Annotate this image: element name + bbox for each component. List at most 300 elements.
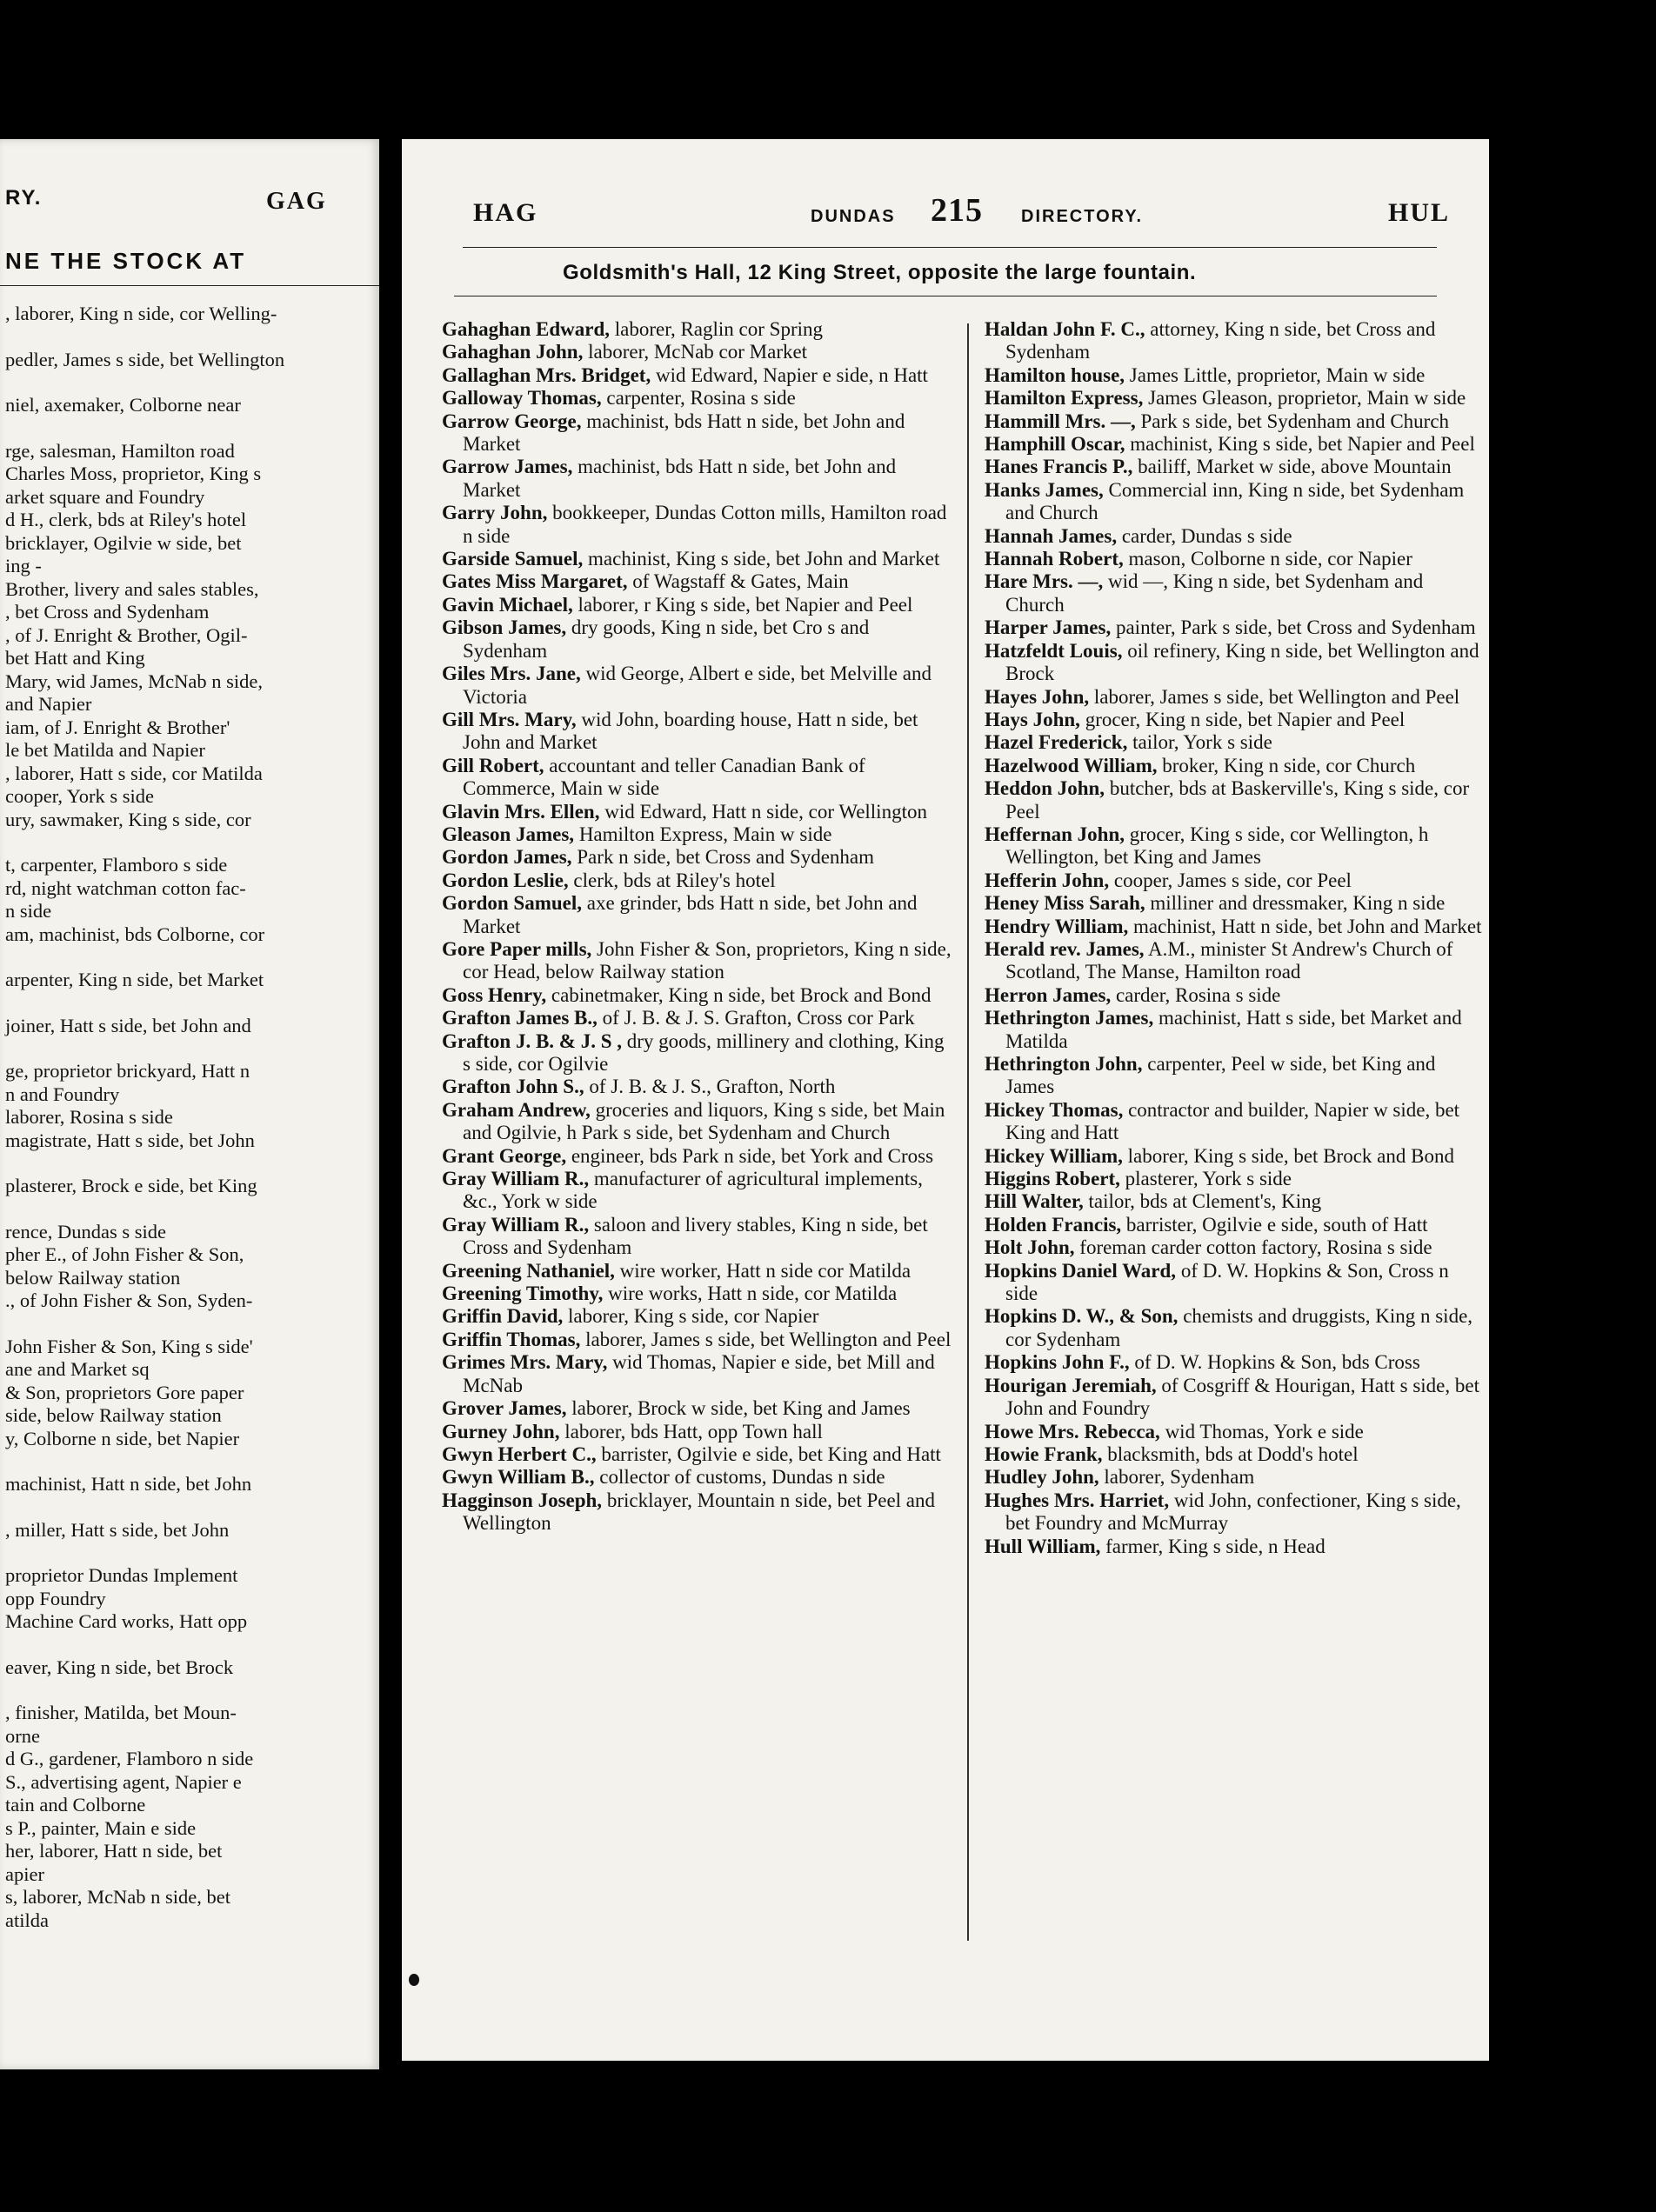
page-blot — [409, 1974, 419, 1986]
entry-name: Howie Frank, — [985, 1442, 1103, 1465]
entry-details: machinist, King s side, bet John and Market — [583, 548, 940, 570]
entry-details: James Little, proprietor, Main w side — [1125, 363, 1426, 386]
entry-details: machinist, Hatt n side, bet John and Market — [1128, 915, 1482, 937]
left-page-line: eaver, King n side, bet Brock — [5, 1656, 234, 1678]
entry-details: laborer, James s side, bet Wellington and Peel — [1089, 685, 1460, 708]
directory-entry — [985, 525, 1482, 548]
entry-name: Goss Henry, — [442, 983, 547, 1006]
entry-name: Hazelwood William, — [985, 754, 1158, 776]
entry-details: wire worker, Hatt n side cor Matilda — [614, 1259, 911, 1282]
directory-entry — [985, 1168, 1482, 1190]
left-page-line: arpenter, King n side, bet Market — [5, 969, 264, 990]
directory-entry — [442, 1099, 953, 1145]
directory-entry — [442, 548, 953, 570]
town-name: DUNDAS — [811, 207, 896, 226]
entry-name: Gordon Samuel, — [442, 892, 583, 915]
entry-details: broker, King n side, cor Church — [1157, 754, 1416, 776]
header-rule — [463, 247, 1437, 248]
column-divider — [967, 323, 969, 1941]
entry-name: Holt John, — [985, 1236, 1075, 1259]
left-page-gap — [5, 1313, 371, 1336]
entry-details: of D. W. Hopkins & Son, bds Cross — [1129, 1351, 1420, 1374]
entry-details: laborer, King s side, bet Brock and Bond — [1122, 1144, 1454, 1167]
entry-details: laborer, James s side, bet Wellington and Peel — [580, 1328, 952, 1350]
directory-entry — [442, 502, 953, 548]
entry-name: Hammill Mrs. —, — [985, 410, 1136, 432]
advert-line: Goldsmith's Hall, 12 King Street, opposite the large fountain. — [563, 261, 1197, 284]
directory-entry — [442, 1397, 953, 1420]
directory-entry — [985, 616, 1482, 639]
entry-details: A.M., minister St Andrew's Church of Scotland, The Manse, Hamilton road — [1005, 937, 1453, 983]
left-page-line: ge, proprietor brickyard, Hatt n — [5, 1060, 250, 1082]
entry-name: Giles Mrs. Jane, — [442, 663, 581, 685]
entry-name: Hanks James, — [985, 478, 1104, 501]
entry-details: painter, Park s side, bet Cross and Sydenham — [1111, 616, 1476, 639]
entry-details: barrister, Ogilvie e side, south of Hatt — [1121, 1213, 1428, 1236]
directory-entry — [985, 938, 1482, 984]
left-page-line: bet Hatt and King — [5, 647, 145, 669]
directory-entry — [985, 1053, 1482, 1099]
directory-entry — [985, 823, 1482, 869]
directory-entry — [985, 1351, 1482, 1374]
entry-name: Glavin Mrs. Ellen, — [442, 800, 600, 823]
left-page-line: machinist, Hatt n side, bet John — [5, 1473, 252, 1495]
entry-details: wid Edward, Napier e side, n Hatt — [651, 363, 928, 386]
directory-entry — [442, 364, 953, 387]
left-page-line: , laborer, Hatt s side, cor Matilda — [5, 762, 263, 784]
entry-details: wid George, Albert e side, bet Melville and Victoria — [463, 663, 932, 708]
left-page-gap — [5, 1542, 371, 1564]
guide-word-right: HUL — [1388, 198, 1451, 227]
left-page-line: laborer, Rosina s side — [5, 1106, 173, 1128]
entry-name: Hudley John, — [985, 1466, 1099, 1489]
left-page-gap — [5, 831, 371, 854]
entry-details: manufacturer of agricultural implements, &c., York w side — [463, 1168, 923, 1213]
left-page-line: & Son, proprietors Gore paper — [5, 1381, 244, 1403]
left-page-line: , bet Cross and Sydenham — [5, 601, 210, 623]
directory-label: DIRECTORY. — [1021, 207, 1144, 226]
entry-details: attorney, King n side, bet Cross and Sydenham — [1005, 318, 1436, 363]
entry-details: Park n side, bet Cross and Sydenham — [571, 846, 875, 869]
left-page-line: niel, axemaker, Colborne near — [5, 394, 241, 416]
left-page-line: atilda — [5, 1909, 49, 1931]
left-page-gap — [5, 1450, 371, 1473]
directory-entry — [985, 777, 1482, 823]
directory-entry — [985, 984, 1482, 1007]
page-number: 215 — [931, 192, 983, 229]
entry-details: wid John, confectioner, King s side, bet Foundry and McMurray — [1005, 1489, 1461, 1535]
entry-details: of Cosgriff & Hourigan, Hatt s side, bet John and Foundry — [1005, 1374, 1479, 1420]
left-page — [0, 139, 379, 2069]
left-page-line: , laborer, King n side, cor Welling- — [5, 303, 277, 324]
entry-name: Hourigan Jeremiah, — [985, 1374, 1157, 1396]
entry-name: Hanes Francis P., — [985, 456, 1133, 478]
directory-entry — [442, 616, 953, 663]
entry-name: Howe Mrs. Rebecca, — [985, 1420, 1160, 1442]
entry-details: machinist, bds Hatt n side, bet John and Market — [463, 456, 897, 501]
entry-details: contractor and builder, Napier w side, bet King and Hatt — [1005, 1098, 1460, 1144]
directory-entry — [985, 1443, 1482, 1466]
entry-name: Haldan John F. C., — [985, 318, 1145, 340]
entry-details: carpenter, Peel w side, bet King and James — [1005, 1053, 1436, 1098]
left-page-line: joiner, Hatt s side, bet John and — [5, 1014, 251, 1036]
left-page-header-left: RY. — [5, 186, 43, 210]
entry-name: Hays John, — [985, 708, 1080, 730]
entry-name: Graham Andrew, — [442, 1098, 591, 1121]
entry-details: chemists and druggists, King n side, cor Sydenham — [1005, 1305, 1473, 1350]
directory-entry — [985, 709, 1482, 731]
entry-name: Hazel Frederick, — [985, 731, 1128, 754]
entry-name: Hannah Robert, — [985, 548, 1124, 570]
directory-page — [402, 139, 1489, 2061]
entry-details: laborer, Raglin cor Spring — [610, 318, 824, 340]
left-page-gap — [5, 417, 371, 440]
left-page-line: apier — [5, 1862, 44, 1885]
entry-name: Gleason James, — [442, 823, 575, 845]
entry-details: blacksmith, bds at Dodd's hotel — [1102, 1442, 1359, 1465]
entry-details: grocer, King n side, bet Napier and Peel — [1079, 708, 1406, 730]
entry-name: Gordon Leslie, — [442, 869, 569, 891]
entry-name: Gwyn William B., — [442, 1466, 595, 1489]
directory-entry — [985, 869, 1482, 892]
entry-name: Greening Timothy, — [442, 1283, 604, 1305]
left-page-gap — [5, 1634, 371, 1656]
directory-entry — [985, 892, 1482, 915]
left-page-line: and Napier — [5, 693, 92, 715]
entry-name: Herron James, — [985, 983, 1112, 1006]
directory-entry — [442, 594, 953, 616]
entry-name: Galloway Thomas, — [442, 387, 602, 410]
directory-entry — [985, 1375, 1482, 1421]
entry-details: of D. W. Hopkins & Son, Cross n side — [1005, 1259, 1449, 1305]
left-page-line: , miller, Hatt s side, bet John — [5, 1518, 230, 1541]
directory-entry — [985, 548, 1482, 570]
directory-entry — [985, 755, 1482, 777]
directory-entry — [985, 1007, 1482, 1053]
entry-details: tailor, bds at Clement's, King — [1083, 1190, 1322, 1213]
entry-details: laborer, King s side, cor Napier — [563, 1305, 819, 1328]
directory-entry — [442, 1145, 953, 1168]
left-page-line: am, machinist, bds Colborne, cor — [5, 923, 265, 945]
directory-entry — [985, 1260, 1482, 1306]
entry-details: wid Edward, Hatt n side, cor Wellington — [599, 800, 927, 823]
left-page-line: iam, of J. Enright & Brother' — [5, 716, 230, 738]
entry-name: Garside Samuel, — [442, 548, 584, 570]
directory-entry — [985, 570, 1482, 616]
entry-name: Gibson James, — [442, 616, 567, 639]
directory-entry — [442, 1214, 953, 1260]
directory-entry — [442, 1489, 953, 1536]
entry-name: Hamphill Oscar, — [985, 433, 1125, 456]
left-page-gap — [5, 992, 371, 1015]
left-page-line: Mary, wid James, McNab n side, — [5, 670, 263, 692]
left-page-line: magistrate, Hatt s side, bet John — [5, 1129, 255, 1151]
directory-entry — [442, 1030, 953, 1076]
directory-entry — [985, 1145, 1482, 1168]
directory-entry — [442, 709, 953, 755]
entry-details: clerk, bds at Riley's hotel — [568, 869, 776, 891]
entry-details: bailiff, Market w side, above Mountain — [1132, 456, 1452, 478]
directory-entry — [442, 1351, 953, 1397]
left-page-line: rd, night watchman cotton fac- — [5, 876, 246, 899]
entry-name: Hatzfeldt Louis, — [985, 639, 1123, 662]
entry-details: Park s side, bet Sydenham and Church — [1135, 410, 1450, 432]
left-page-line: plasterer, Brock e side, bet King — [5, 1175, 257, 1196]
entry-details: laborer, McNab cor Market — [583, 341, 808, 363]
entry-name: Higgins Robert, — [985, 1168, 1120, 1190]
left-page-line: arket square and Foundry — [5, 485, 205, 508]
left-page-gap — [5, 371, 371, 394]
entry-name: Garrow James, — [442, 456, 573, 478]
left-page-line: d H., clerk, bds at Riley's hotel — [5, 509, 247, 530]
directory-entry — [442, 1421, 953, 1443]
entry-details: dry goods, King n side, bet Cro s and Sydenham — [463, 616, 870, 662]
entry-details: carpenter, Rosina s side — [601, 387, 796, 410]
directory-entry — [985, 433, 1482, 456]
entry-name: Garry John, — [442, 502, 548, 524]
entry-details: of Wagstaff & Gates, Main — [627, 570, 849, 593]
entry-details: farmer, King s side, n Head — [1100, 1535, 1325, 1557]
left-page-line: ury, sawmaker, King s side, cor — [5, 808, 251, 830]
entry-name: Herald rev. James, — [985, 937, 1145, 960]
entry-name: Gray William R., — [442, 1213, 590, 1236]
left-page-line: , finisher, Matilda, bet Moun- — [5, 1702, 237, 1723]
left-page-line: s P., painter, Main e side — [5, 1816, 197, 1839]
left-page-line: Charles Moss, proprietor, King s — [5, 463, 262, 484]
entry-name: Grafton James B., — [442, 1007, 598, 1029]
left-page-line: side, below Railway station — [5, 1404, 222, 1426]
entry-name: Hamilton Express, — [985, 387, 1144, 410]
entry-name: Holden Francis, — [985, 1213, 1122, 1236]
entry-name: Hagginson Joseph, — [442, 1489, 603, 1511]
entry-name: Gallaghan Mrs. Bridget, — [442, 363, 651, 386]
left-page-line: ane and Market sq — [5, 1358, 150, 1380]
entry-details: engineer, bds Park n side, bet York and Cross — [566, 1144, 934, 1167]
entry-details: of J. B. & J. S., Grafton, North — [584, 1076, 836, 1098]
directory-entry — [442, 387, 953, 410]
left-page-line: her, laborer, Hatt n side, bet — [5, 1840, 223, 1862]
left-page-line: le bet Matilda and Napier — [5, 739, 205, 761]
left-page-line: orne — [5, 1724, 40, 1747]
directory-entry — [985, 318, 1482, 364]
entry-details: machinist, King s side, bet Napier and Peel — [1125, 433, 1475, 456]
entry-name: Gordon James, — [442, 846, 572, 869]
directory-entry — [985, 1190, 1482, 1213]
directory-entry — [985, 916, 1482, 938]
entry-name: Heffernan John, — [985, 823, 1125, 845]
left-page-text — [5, 303, 371, 1932]
directory-entry — [442, 1305, 953, 1328]
directory-entry — [442, 1283, 953, 1305]
directory-entry — [442, 846, 953, 869]
directory-entry — [985, 364, 1482, 387]
directory-entry — [442, 1007, 953, 1029]
left-page-gap — [5, 326, 371, 349]
entry-name: Gore Paper mills, — [442, 937, 592, 960]
left-page-gap — [5, 1152, 371, 1175]
directory-entry — [442, 1329, 953, 1351]
entry-details: James Gleason, proprietor, Main w side — [1143, 387, 1466, 410]
directory-column-right — [985, 318, 1482, 1558]
guide-word-left: HAG — [473, 198, 538, 227]
entry-details: wid John, boarding house, Hatt n side, bet John and Market — [463, 708, 918, 754]
left-page-line: bricklayer, Ogilvie w side, bet — [5, 531, 242, 554]
left-page-header-right: GAG — [266, 188, 327, 215]
entry-name: Garrow George, — [442, 410, 582, 432]
directory-entry — [985, 387, 1482, 410]
left-page-banner: NE THE STOCK AT — [5, 248, 247, 274]
directory-entry — [985, 1536, 1482, 1558]
entry-name: Hopkins John F., — [985, 1351, 1130, 1374]
entry-name: Griffin David, — [442, 1305, 564, 1328]
entry-details: axe grinder, bds Hatt n side, bet John and Market — [463, 892, 918, 937]
left-page-line: Machine Card works, Hatt opp — [5, 1610, 248, 1632]
entry-name: Gray William R., — [442, 1168, 590, 1190]
left-page-line: proprietor Dundas Implement — [5, 1564, 238, 1586]
entry-name: Hare Mrs. —, — [985, 570, 1104, 593]
entry-details: cooper, James s side, cor Peel — [1109, 869, 1352, 891]
entry-details: dry goods, millinery and clothing, King s side, cor Ogilvie — [463, 1029, 945, 1075]
left-page-line: pher E., of John Fisher & Son, — [5, 1243, 244, 1265]
left-page-line: t, carpenter, Flamboro s side — [5, 854, 228, 876]
entry-name: Hopkins D. W., & Son, — [985, 1305, 1179, 1328]
entry-details: mason, Colborne n side, cor Napier — [1123, 548, 1412, 570]
directory-entry — [442, 1443, 953, 1466]
directory-entry — [985, 479, 1482, 525]
left-page-line: d G., gardener, Flamboro n side — [5, 1748, 254, 1769]
entry-details: bricklayer, Mountain n side, bet Peel and Wellington — [463, 1489, 936, 1535]
directory-entry — [985, 1489, 1482, 1536]
directory-entry — [442, 1076, 953, 1098]
entry-name: Hopkins Daniel Ward, — [985, 1259, 1177, 1282]
left-page-gap — [5, 1679, 371, 1702]
directory-entry — [442, 1466, 953, 1489]
entry-name: Grafton John S., — [442, 1076, 584, 1098]
entry-name: Harper James, — [985, 616, 1112, 639]
left-page-line: s, laborer, McNab n side, bet — [5, 1886, 231, 1908]
left-page-line: pedler, James s side, bet Wellington — [5, 348, 285, 370]
directory-entry — [985, 1099, 1482, 1145]
directory-entry — [442, 938, 953, 984]
directory-entry — [442, 1168, 953, 1214]
entry-details: foreman carder cotton factory, Rosina s side — [1074, 1236, 1432, 1259]
entry-name: Hull William, — [985, 1535, 1101, 1557]
entry-details: accountant and teller Canadian Bank of Commerce, Main w side — [463, 754, 865, 800]
entry-name: Hethrington James, — [985, 1007, 1154, 1029]
directory-entry — [442, 869, 953, 892]
left-page-line: tain and Colborne — [5, 1794, 146, 1816]
entry-details: carder, Rosina s side — [1111, 983, 1281, 1006]
entry-name: Gahaghan Edward, — [442, 318, 611, 340]
entry-name: Hayes John, — [985, 685, 1090, 708]
directory-entry — [442, 341, 953, 363]
left-page-line: ing - — [5, 555, 42, 576]
directory-entry — [442, 1260, 953, 1283]
entry-name: Hendry William, — [985, 915, 1129, 937]
entry-details: grocer, King s side, cor Wellington, h Wellington, bet King and James — [1005, 823, 1429, 869]
entry-details: oil refinery, King n side, bet Wellington and Brock — [1005, 639, 1479, 685]
left-page-line: below Railway station — [5, 1266, 181, 1289]
entry-details: milliner and dressmaker, King n side — [1145, 892, 1446, 915]
entry-details: plasterer, York s side — [1119, 1168, 1292, 1190]
left-page-line: ., of John Fisher & Son, Syden- — [5, 1289, 253, 1311]
entry-details: machinist, Hatt s side, bet Market and Matilda — [1005, 1007, 1462, 1052]
directory-entry — [985, 686, 1482, 709]
left-page-line: rge, salesman, Hamilton road — [5, 439, 235, 462]
entry-details: laborer, r King s side, bet Napier and Peel — [572, 593, 913, 616]
left-page-gap — [5, 1198, 371, 1221]
directory-entry — [442, 318, 953, 341]
left-page-gap — [5, 1496, 371, 1519]
entry-name: Gahaghan John, — [442, 341, 584, 363]
directory-entry — [985, 456, 1482, 478]
entry-details: wid —, King n side, bet Sydenham and Church — [1005, 570, 1424, 616]
entry-details: wid Thomas, York e side — [1159, 1420, 1364, 1442]
directory-column-left — [442, 318, 953, 1536]
entry-details: saloon and livery stables, King n side, bet Cross and Sydenham — [463, 1213, 928, 1259]
entry-name: Gwyn Herbert C., — [442, 1442, 597, 1465]
entry-details: laborer, Sydenham — [1098, 1466, 1255, 1489]
entry-name: Hannah James, — [985, 524, 1118, 547]
entry-details: cabinetmaker, King n side, bet Brock and Bond — [546, 983, 932, 1006]
entry-details: bookkeeper, Dundas Cotton mills, Hamilton road n side — [463, 502, 947, 547]
directory-entry — [985, 1236, 1482, 1259]
entry-name: Gates Miss Margaret, — [442, 570, 628, 593]
entry-name: Gurney John, — [442, 1420, 560, 1442]
directory-entry — [985, 1214, 1482, 1236]
directory-entry — [985, 1305, 1482, 1351]
left-page-line: cooper, York s side — [5, 785, 154, 807]
entry-details: laborer, bds Hatt, opp Town hall — [559, 1420, 823, 1442]
directory-entry — [985, 640, 1482, 686]
entry-details: barrister, Ogilvie e side, bet King and Hatt — [596, 1442, 941, 1465]
entry-details: Hamilton Express, Main w side — [574, 823, 832, 845]
left-page-line: Brother, livery and sales stables, — [5, 577, 259, 600]
entry-details: groceries and liquors, King s side, bet Main and Ogilvie, h Park s side, bet Sydenham and Church — [463, 1098, 945, 1144]
left-page-gap — [5, 1037, 371, 1060]
entry-name: Hughes Mrs. Harriet, — [985, 1489, 1170, 1511]
entry-details: wire works, Hatt n side, cor Matilda — [603, 1283, 898, 1305]
left-page-line: n side — [5, 900, 52, 922]
left-page-gap — [5, 946, 371, 969]
directory-entry — [985, 1466, 1482, 1489]
left-page-line: rence, Dundas s side — [5, 1220, 166, 1243]
entry-name: Grant George, — [442, 1144, 567, 1167]
entry-details: laborer, Brock w side, bet King and James — [566, 1397, 911, 1420]
directory-entry — [985, 731, 1482, 754]
left-page-line: n and Foundry — [5, 1083, 120, 1105]
entry-name: Heney Miss Sarah, — [985, 892, 1145, 915]
entry-name: Heddon John, — [985, 777, 1105, 800]
left-page-line: , of J. Enright & Brother, Ogil- — [5, 623, 248, 646]
entry-name: Hill Walter, — [985, 1190, 1084, 1213]
entry-name: Griffin Thomas, — [442, 1328, 581, 1350]
left-page-line: opp Foundry — [5, 1587, 106, 1609]
entry-name: Hickey William, — [985, 1144, 1123, 1167]
entry-details: John Fisher & Son, proprietors, King n side, cor Head, below Railway station — [463, 937, 952, 983]
entry-details: collector of customs, Dundas n side — [594, 1466, 885, 1489]
entry-details: of J. B. & J. S. Grafton, Cross cor Park — [597, 1007, 915, 1029]
entry-name: Grimes Mrs. Mary, — [442, 1351, 608, 1374]
entry-details: wid Thomas, Napier e side, bet Mill and McNab — [463, 1351, 935, 1396]
entry-details: carder, Dundas s side — [1117, 524, 1292, 547]
entry-name: Hefferin John, — [985, 869, 1110, 891]
directory-entry — [442, 663, 953, 709]
entry-name: Gavin Michael, — [442, 593, 573, 616]
entry-name: Hamilton house, — [985, 363, 1125, 386]
entry-name: Grafton J. B. & J. S , — [442, 1029, 622, 1052]
entry-details: machinist, bds Hatt n side, bet John and Market — [463, 410, 905, 456]
